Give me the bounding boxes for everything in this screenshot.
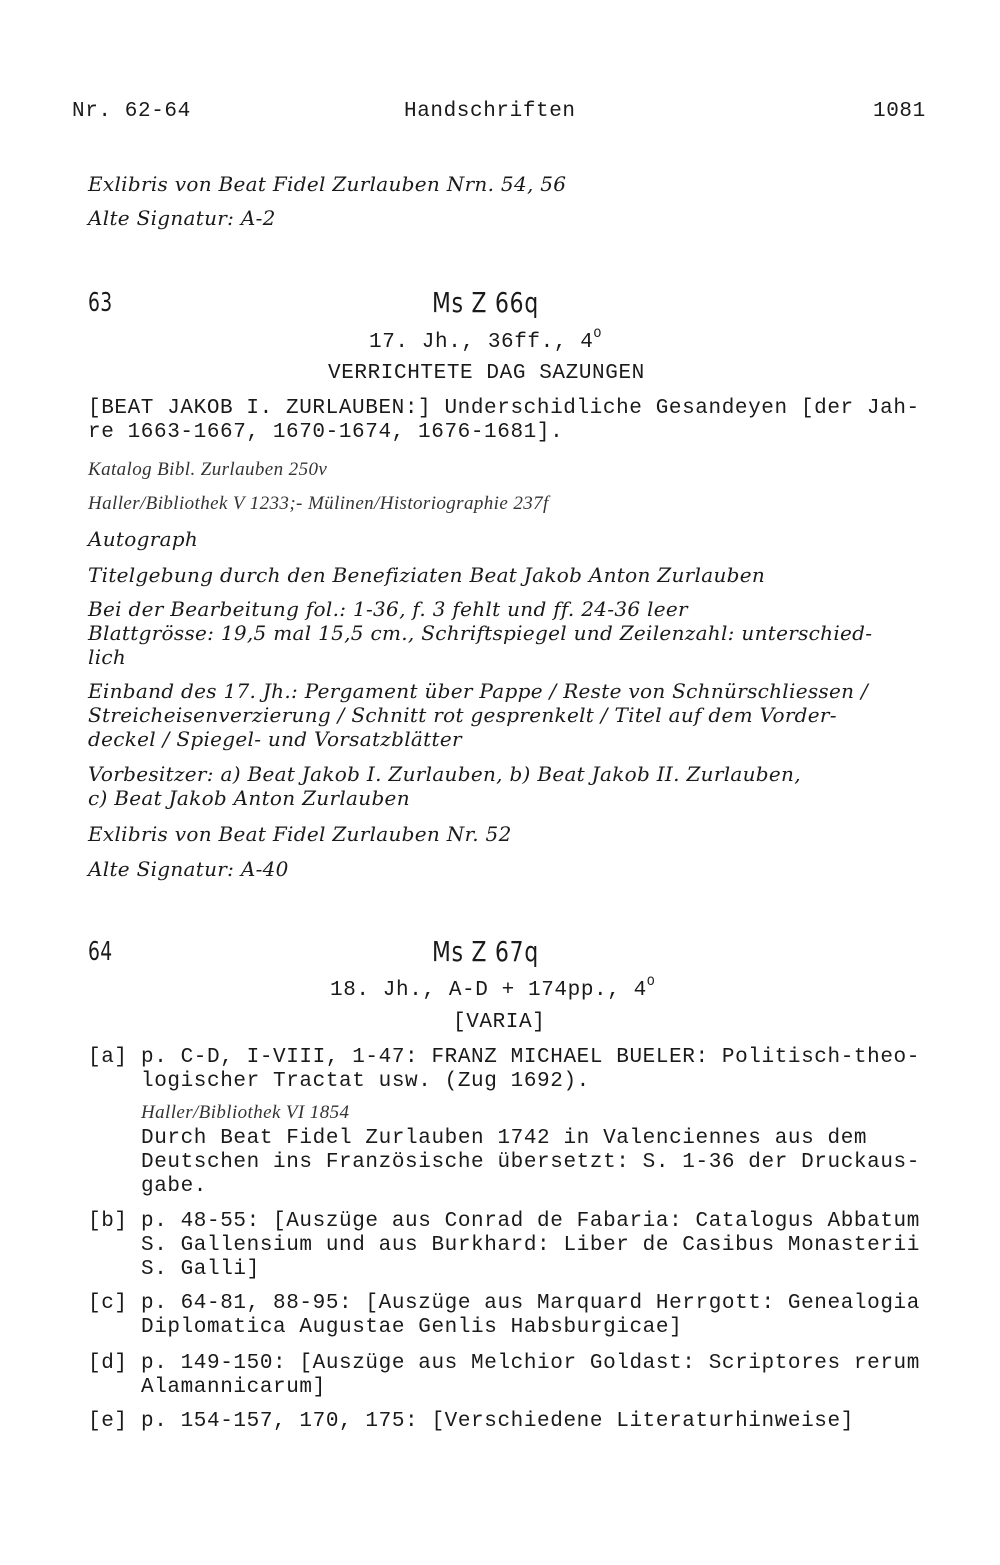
body-text: [BEAT JAKOB I. ZURLAUBEN:] Underschidliche Gesandeyen [der Jah-: [88, 397, 920, 420]
item-text: p. C-D, I-VIII, 1-47: FRANZ MICHAEL BUELER: Politisch-theo-: [141, 1046, 920, 1069]
manuscript-title: VERRICHTETE DAG SAZUNGEN: [328, 362, 645, 385]
vorbesitzer-note: c) Beat Jakob Anton Zurlauben: [88, 786, 410, 810]
item-text: p. 48-55: [Auszüge aus Conrad de Fabaria: Catalogus Abbatum: [141, 1210, 920, 1233]
item-note: gabe.: [141, 1175, 208, 1198]
item-literature-ref: Haller/Bibliothek VI 1854: [141, 1102, 350, 1123]
body-text: re 1663-1667, 1670-1674, 1676-1681].: [88, 421, 564, 444]
prev-exlibris: Exlibris von Beat Fidel Zurlauben Nrn. 54, 56: [88, 172, 567, 196]
item-note: Durch Beat Fidel Zurlauben 1742 in Valenciennes aus dem: [141, 1127, 868, 1150]
einband-note: Streicheisenverzierung / Schnitt rot gesprenkelt / Titel auf dem Vorder-: [88, 703, 837, 727]
autograph-note: Autograph: [88, 527, 199, 551]
item-text: p. 154-157, 170, 175: [Verschiedene Literaturhinweise]: [141, 1410, 854, 1433]
page-number: 1081: [873, 100, 926, 123]
item-text: p. 149-150: [Auszüge aus Melchior Goldast: Scriptores rerum: [141, 1352, 920, 1375]
item-text: Alamannicarum]: [141, 1376, 326, 1399]
bearbeitung-note: Bei der Bearbeitung fol.: 1-36, f. 3 fehlt und ff. 24-36 leer: [88, 597, 688, 621]
einband-note: Einband des 17. Jh.: Pergament über Pappe / Reste von Schnürschliessen /: [88, 679, 868, 703]
dating: 17. Jh., 36ff., $4^O$: [369, 326, 602, 354]
item-letter: [c]: [88, 1292, 128, 1315]
shelfmark: Ms Z 66q: [432, 286, 539, 319]
item-letter: [e]: [88, 1410, 128, 1433]
entry-number: 63: [88, 288, 113, 318]
catalog-ref: Katalog Bibl. Zurlauben 250v: [88, 459, 328, 480]
item-note: Deutschen ins Französische übersetzt: S. 1-36 der Druckaus-: [141, 1151, 920, 1174]
prev-signatur: Alte Signatur: A-2: [88, 206, 276, 230]
item-text: S. Galli]: [141, 1258, 260, 1281]
item-text: logischer Tractat usw. (Zug 1692).: [141, 1070, 590, 1093]
item-text: Diplomatica Augustae Genlis Habsburgicae]: [141, 1316, 683, 1339]
signatur-note: Alte Signatur: A-40: [88, 857, 289, 881]
item-text: p. 64-81, 88-95: [Auszüge aus Marquard Herrgott: Genealogia: [141, 1292, 920, 1315]
bearbeitung-note: lich: [88, 645, 127, 669]
item-letter: [b]: [88, 1210, 128, 1233]
einband-note: deckel / Spiegel- und Vorsatzblätter: [88, 727, 462, 751]
item-letter: [a]: [88, 1046, 128, 1069]
header-center: Handschriften: [404, 100, 576, 123]
item-text: S. Gallensium und aus Burkhard: Liber de Casibus Monasterii: [141, 1234, 920, 1257]
bearbeitung-note: Blattgrösse: 19,5 mal 15,5 cm., Schriftspiegel und Zeilenzahl: unterschied-: [88, 621, 873, 645]
exlibris-note: Exlibris von Beat Fidel Zurlauben Nr. 52: [88, 822, 512, 846]
shelfmark: Ms Z 67q: [432, 935, 539, 968]
vorbesitzer-note: Vorbesitzer: a) Beat Jakob I. Zurlauben, b) Beat Jakob II. Zurlauben,: [88, 762, 801, 786]
dating: 18. Jh., A-D + 174pp., $4^O$: [330, 974, 656, 1002]
manuscript-title: [VARIA]: [453, 1011, 546, 1034]
item-letter: [d]: [88, 1352, 128, 1375]
entry-number: 64: [88, 937, 113, 967]
literature-ref: Haller/Bibliothek V 1233;- Mülinen/Historiographie 237f: [88, 493, 549, 514]
header-left: Nr. 62-64: [72, 100, 191, 123]
titelgebung-note: Titelgebung durch den Benefiziaten Beat Jakob Anton Zurlauben: [88, 563, 766, 587]
